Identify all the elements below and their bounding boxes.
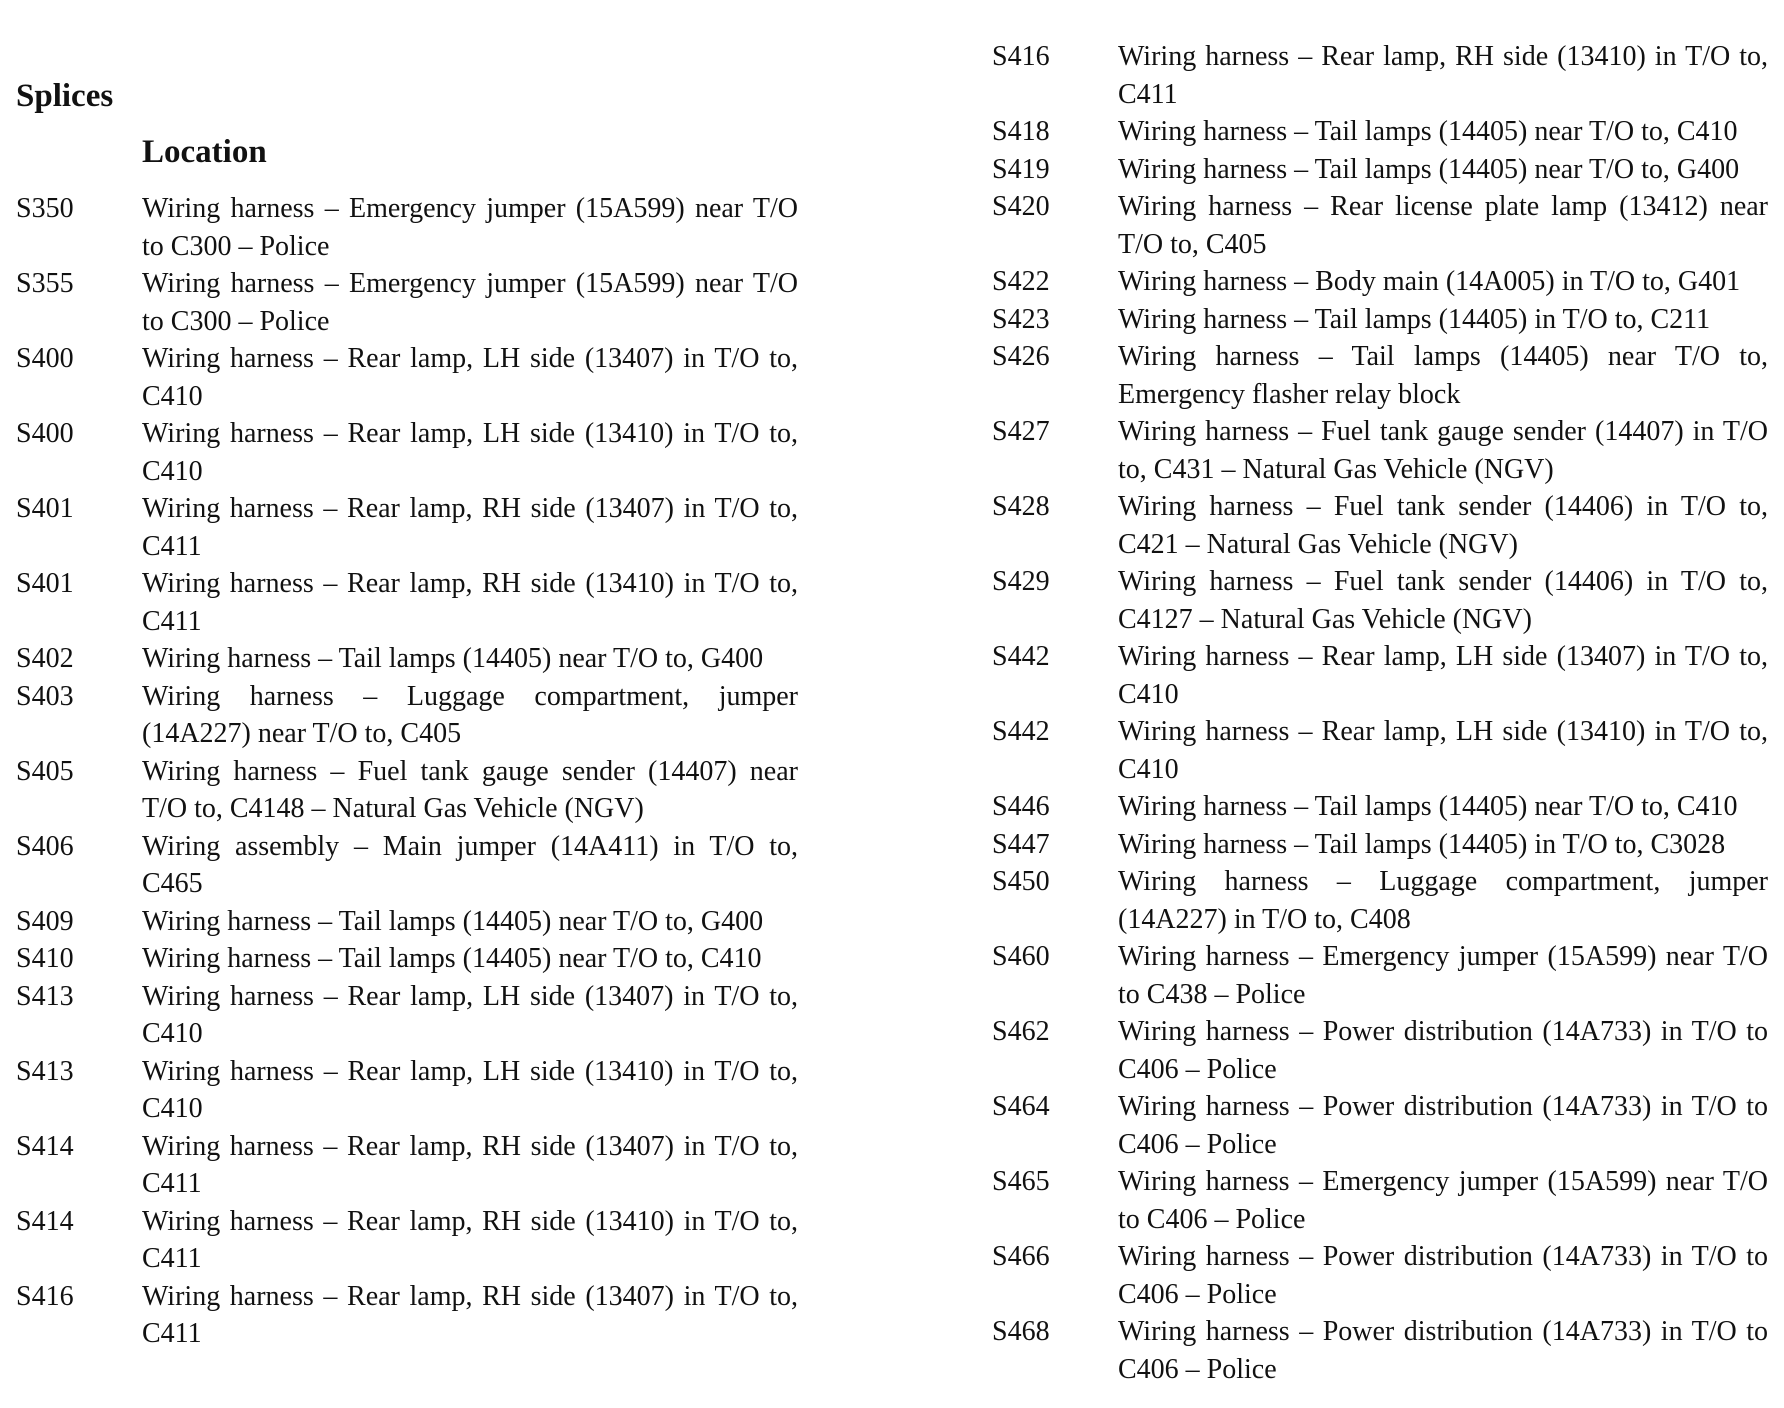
splice-entry: [16, 190, 798, 265]
splice-location: Wiring harness – Rear lamp, RH side (13407) in T/O to, C411: [142, 493, 798, 562]
splice-location: Wiring harness – Rear lamp, RH side (13410) in T/O to, C411: [142, 568, 798, 637]
splice-location: Wiring harness – Fuel tank gauge sender (14407) near T/O to, C4148 – Natural Gas Vehicle (NGV): [142, 755, 798, 824]
splice-location: Wiring harness – Tail lamps (14405) near T/O to, G400: [142, 905, 764, 937]
splice-list-left: [16, 190, 798, 1353]
splice-entry: [16, 265, 798, 340]
splice-entry: [992, 863, 1768, 938]
splice-location: Wiring harness – Tail lamps (14405) near T/O to, C410: [1118, 116, 1738, 147]
splice-id: S406: [16, 830, 74, 862]
splice-entry: [992, 638, 1768, 713]
splice-location: Wiring harness – Tail lamps (14405) near T/O to, C410: [1118, 791, 1738, 822]
splice-id: S428: [992, 491, 1050, 522]
splice-location: Wiring harness – Tail lamps (14405) in T/O to, C3028: [1118, 828, 1726, 860]
splice-entry: [16, 1203, 798, 1278]
splice-location: Wiring harness – Emergency jumper (15A599) near T/O to C300 – Police: [142, 193, 798, 262]
splice-entry: [992, 1163, 1768, 1238]
splice-id: S414: [16, 1205, 74, 1237]
splice-entry: [992, 563, 1768, 638]
splice-location: Wiring harness – Emergency jumper (15A599) near T/O to C438 – Police: [1118, 941, 1768, 1010]
splice-id: S464: [992, 1091, 1050, 1122]
splice-id: S447: [992, 828, 1050, 860]
splice-entry: [992, 826, 1768, 864]
splice-location: Wiring harness – Fuel tank sender (14406) in T/O to, C4127 – Natural Gas Vehicle (NGV): [1118, 566, 1768, 635]
splice-entry: [992, 263, 1768, 301]
splice-id: S450: [992, 866, 1050, 897]
splice-id: S442: [992, 716, 1050, 747]
splice-entry: [16, 678, 798, 753]
splice-entry: [992, 488, 1768, 563]
splice-list-right: [992, 38, 1768, 1388]
splice-id: S460: [992, 941, 1050, 972]
splice-entry: [992, 338, 1768, 413]
splice-entry: [16, 1128, 798, 1203]
splice-entry: [16, 978, 798, 1053]
splice-id: S400: [16, 418, 74, 449]
splice-entry: [16, 415, 798, 490]
splice-entry: [992, 113, 1768, 151]
splice-location: Wiring harness – Power distribution (14A733) in T/O to C406 – Police: [1118, 1091, 1768, 1160]
splice-location: Wiring harness – Luggage compartment, jumper (14A227) in T/O to, C408: [1118, 866, 1768, 935]
splice-entry: [16, 565, 798, 640]
splice-location: Wiring harness – Rear lamp, LH side (13407) in T/O to, C410: [142, 343, 798, 412]
splice-id: S410: [16, 943, 74, 974]
splice-id: S466: [992, 1241, 1050, 1272]
splice-location: Wiring harness – Fuel tank sender (14406) in T/O to, C421 – Natural Gas Vehicle (NGV): [1118, 491, 1768, 560]
splice-entry: [992, 301, 1768, 339]
splice-id: S462: [992, 1016, 1050, 1047]
splice-entry: [992, 938, 1768, 1013]
right-column: [992, 0, 1768, 1408]
splice-entry: [992, 1088, 1768, 1163]
page-title: Splices: [16, 78, 114, 114]
splice-location: Wiring harness – Power distribution (14A733) in T/O to C406 – Police: [1118, 1316, 1768, 1385]
splice-location: Wiring harness – Luggage compartment, jumper (14A227) near T/O to, C405: [142, 680, 798, 749]
splice-entry: [992, 1238, 1768, 1313]
splice-entry: [992, 1013, 1768, 1088]
splice-id: S403: [16, 680, 74, 712]
splice-location: Wiring harness – Rear lamp, RH side (13410) in T/O to, C411: [1118, 41, 1768, 110]
splice-id: S401: [16, 568, 74, 599]
splice-entry: [16, 490, 798, 565]
splice-entry: [16, 1053, 798, 1128]
splice-id: S419: [992, 153, 1050, 185]
splice-location: Wiring harness – Tail lamps (14405) near T/O to, G400: [1118, 153, 1740, 185]
splice-location: Wiring harness – Emergency jumper (15A599) near T/O to C300 – Police: [142, 268, 798, 337]
splice-entry: [992, 788, 1768, 826]
splice-entry: [992, 151, 1768, 189]
splice-entry: [16, 940, 798, 978]
splice-location: Wiring harness – Tail lamps (14405) near T/O to, Emergency flasher relay block: [1118, 341, 1768, 410]
splice-entry: [16, 753, 798, 828]
splice-id: S422: [992, 266, 1050, 297]
splice-id: S350: [16, 193, 74, 224]
splice-entry: [992, 1313, 1768, 1388]
splice-location: Wiring harness – Tail lamps (14405) in T/O to, C211: [1118, 303, 1711, 335]
splice-location: Wiring harness – Rear lamp, LH side (13410) in T/O to, C410: [142, 1055, 798, 1124]
splice-id: S446: [992, 791, 1050, 822]
splice-id: S355: [16, 268, 74, 299]
splice-id: S405: [16, 755, 74, 787]
splice-id: S465: [992, 1166, 1050, 1197]
left-column: [16, 0, 798, 1408]
splice-entry: [16, 640, 798, 678]
splice-id: S426: [992, 341, 1050, 372]
splice-entry: [992, 413, 1768, 488]
splice-location: Wiring harness – Emergency jumper (15A599) near T/O to C406 – Police: [1118, 1166, 1768, 1235]
splice-id: S409: [16, 905, 74, 937]
splice-entry: [992, 38, 1768, 113]
splice-entry: [16, 340, 798, 415]
splice-entry: [992, 188, 1768, 263]
splice-id: S468: [992, 1316, 1050, 1347]
splice-location: Wiring harness – Tail lamps (14405) near T/O to, C410: [142, 943, 762, 974]
splice-id: S402: [16, 643, 74, 674]
splice-entry: [16, 1278, 798, 1353]
splice-location: Wiring harness – Rear license plate lamp (13412) near T/O to, C405: [1118, 191, 1768, 260]
splice-id: S423: [992, 303, 1050, 335]
splice-location: Wiring harness – Rear lamp, RH side (13407) in T/O to, C411: [142, 1280, 798, 1349]
splice-id: S400: [16, 343, 74, 374]
splice-id: S429: [992, 566, 1050, 597]
splice-id: S413: [16, 1055, 74, 1087]
splice-id: S416: [992, 41, 1050, 72]
splice-id: S418: [992, 116, 1050, 147]
splice-id: S420: [992, 191, 1050, 222]
splice-id: S427: [992, 416, 1050, 447]
splice-location: Wiring harness – Rear lamp, RH side (13407) in T/O to, C411: [142, 1130, 798, 1199]
column-header-location: Location: [142, 134, 267, 170]
splice-id: S414: [16, 1130, 74, 1162]
splice-location: Wiring harness – Tail lamps (14405) near T/O to, G400: [142, 643, 764, 674]
splice-location: Wiring harness – Rear lamp, LH side (13407) in T/O to, C410: [142, 980, 798, 1049]
splice-location: Wiring harness – Rear lamp, LH side (13407) in T/O to, C410: [1118, 641, 1768, 710]
splice-location: Wiring harness – Rear lamp, RH side (13410) in T/O to, C411: [142, 1205, 798, 1274]
splice-location: Wiring harness – Power distribution (14A733) in T/O to C406 – Police: [1118, 1016, 1768, 1085]
splice-entry: [16, 828, 798, 903]
splice-location: Wiring harness – Fuel tank gauge sender (14407) in T/O to, C431 – Natural Gas Vehicle (NGV): [1118, 416, 1768, 485]
splice-location: Wiring harness – Body main (14A005) in T/O to, G401: [1118, 266, 1741, 297]
splice-entry: [16, 903, 798, 941]
splice-entry: [992, 713, 1768, 788]
splice-location: Wiring harness – Rear lamp, LH side (13410) in T/O to, C410: [1118, 716, 1768, 785]
splice-location: Wiring harness – Power distribution (14A733) in T/O to C406 – Police: [1118, 1241, 1768, 1310]
splice-location: Wiring assembly – Main jumper (14A411) in T/O to, C465: [142, 830, 798, 899]
splice-id: S416: [16, 1280, 74, 1312]
splice-location: Wiring harness – Rear lamp, LH side (13410) in T/O to, C410: [142, 418, 798, 487]
splice-id: S401: [16, 493, 74, 524]
splice-id: S442: [992, 641, 1050, 672]
splice-id: S413: [16, 980, 74, 1012]
